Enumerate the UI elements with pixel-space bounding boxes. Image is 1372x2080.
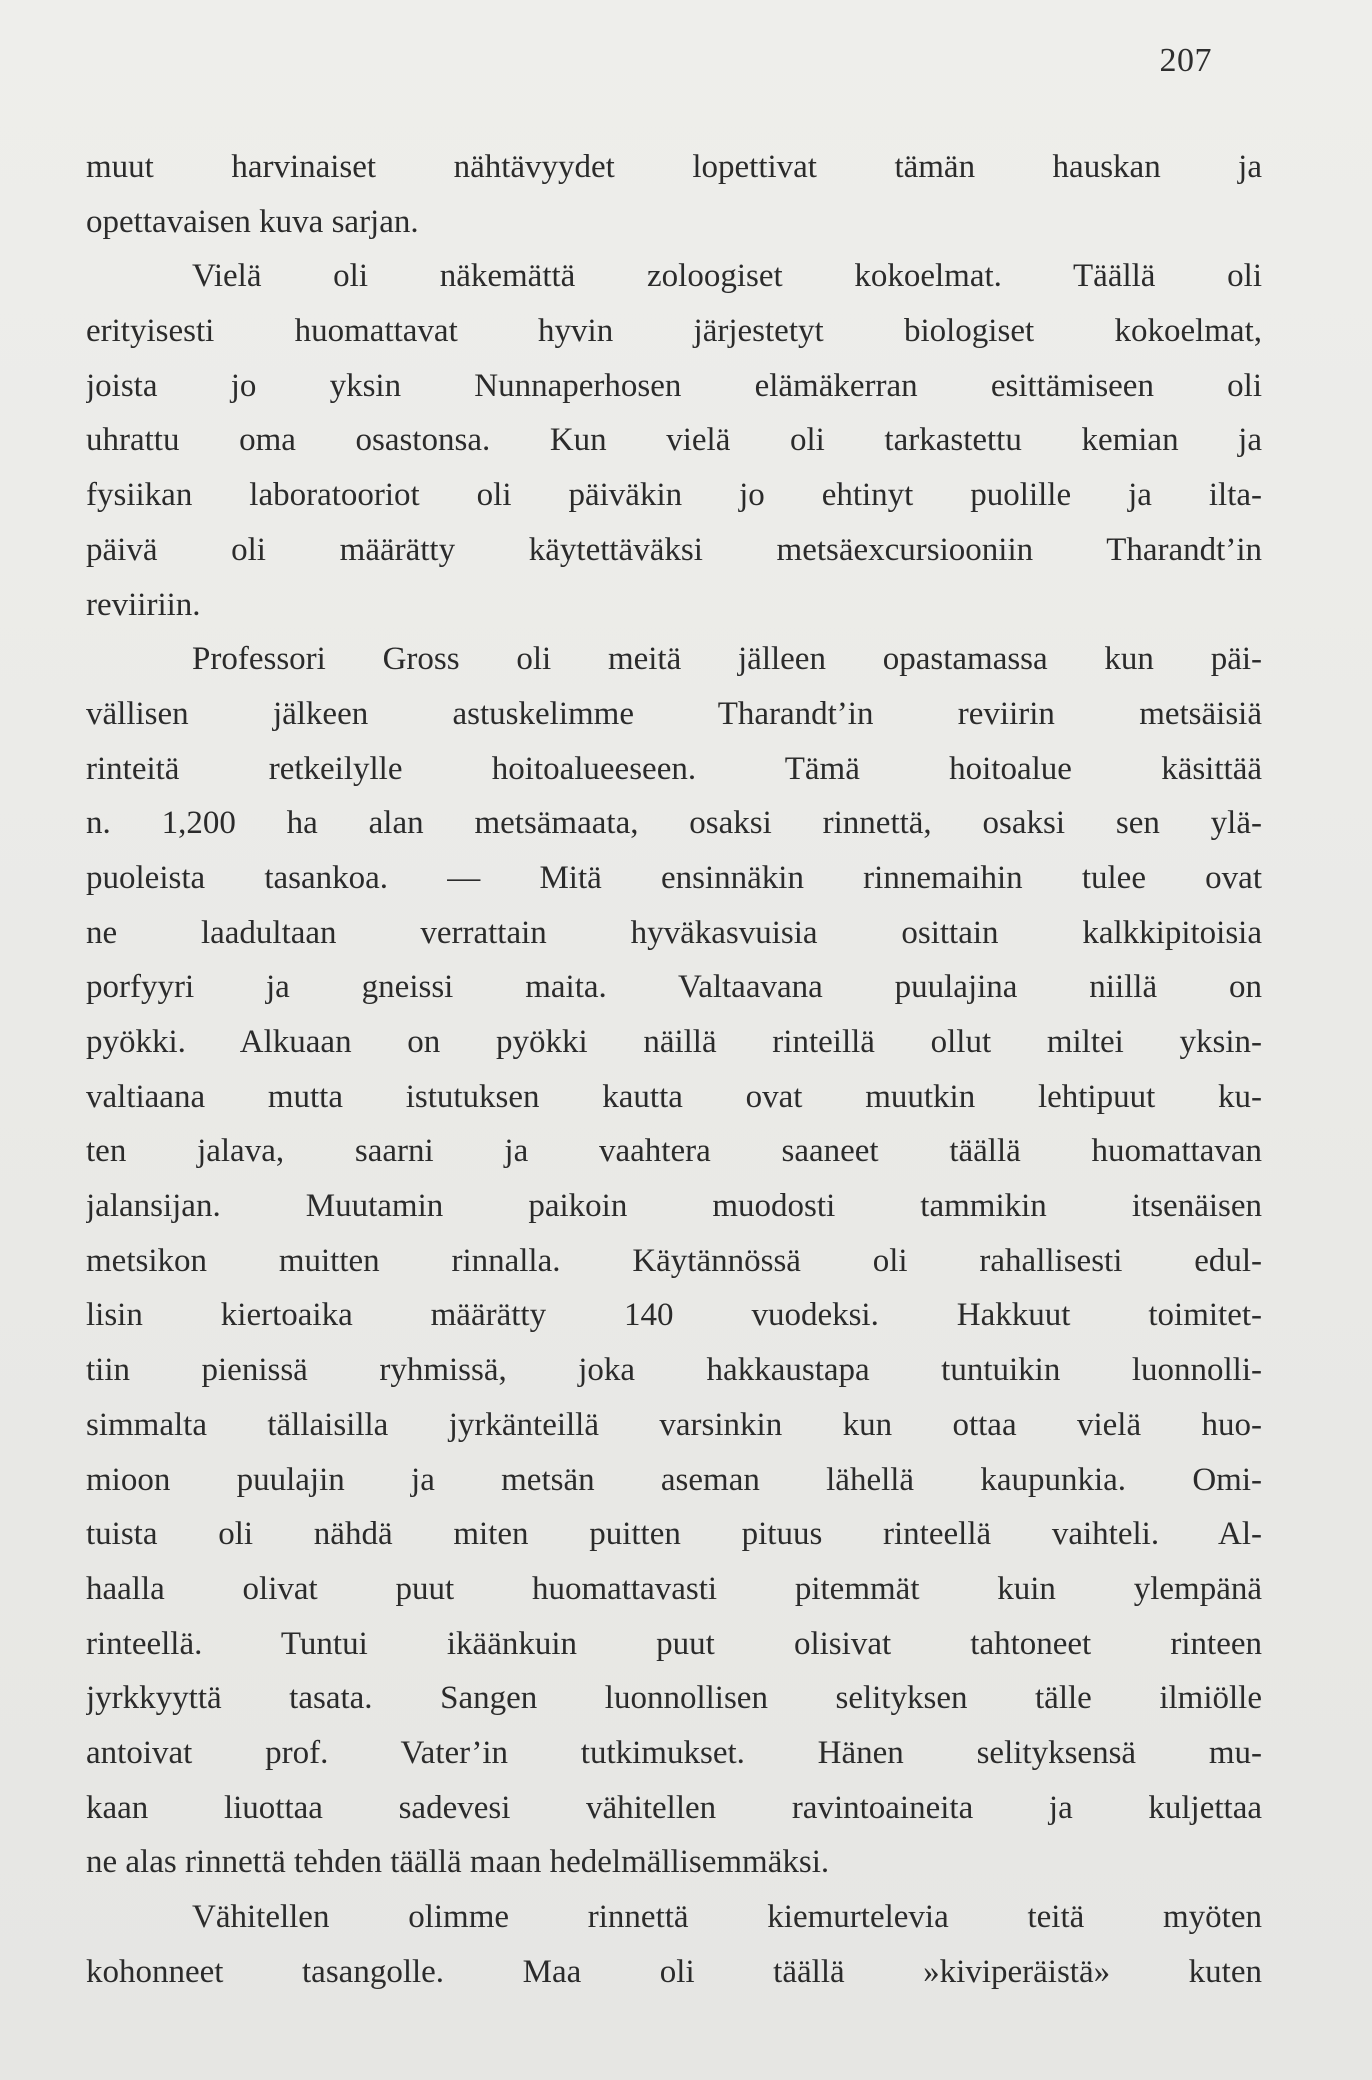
page-number: 207: [1159, 42, 1212, 79]
text-line: rinteellä. Tuntui ikäänkuin puut olisivat tahtoneet rinteen: [86, 1625, 1262, 1662]
text-line: muut harvinaiset nähtävyydet lopettivat tämän hauskan ja: [86, 149, 1262, 185]
text-line: fysiikan laboratooriot oli päiväkin jo ehtinyt puolille ja ilta-: [86, 477, 1262, 514]
text-line: ten jalava, saarni ja vaahtera saaneet täällä huomattavan: [86, 1133, 1262, 1170]
text-line: porfyyri ja gneissi maita. Valtaavana puulajina niillä on: [86, 969, 1262, 1006]
text-line: Vähitellen olimme rinnettä kiemurtelevia teitä myöten: [192, 1899, 1262, 1935]
text-line: kaan liuottaa sadevesi vähitellen ravintoaineita ja kuljettaa: [86, 1789, 1262, 1826]
text-line: lisin kiertoaika määrätty 140 vuodeksi. Hakkuut toimitet-: [86, 1297, 1262, 1334]
text-line: vällisen jälkeen astuskelimme Tharandt’in reviirin metsäisiä: [86, 695, 1262, 732]
text-line: päivä oli määrätty käytettäväksi metsäexcursiooniin Tharandt’in: [86, 531, 1262, 568]
text-line: metsikon muitten rinnalla. Käytännössä oli rahallisesti edul-: [86, 1242, 1262, 1279]
text-line: n. 1,200 ha alan metsämaata, osaksi rinnettä, osaksi sen ylä-: [86, 805, 1262, 842]
text-line: antoivat prof. Vater’in tutkimukset. Hänen selityksensä mu-: [86, 1734, 1262, 1771]
text-line: rinteitä retkeilylle hoitoalueeseen. Tämä hoitoalue käsittää: [86, 750, 1262, 787]
text-line: ne alas rinnettä tehden täällä maan hedelmällisemmäksi.: [86, 1844, 830, 1881]
text-line: puoleista tasankoa. — Mitä ensinnäkin rinnemaihin tulee ovat: [86, 859, 1262, 896]
body-text: [86, 140, 1262, 1999]
text-line: opettavaisen kuva sarjan.: [86, 203, 419, 240]
text-line: haalla olivat puut huomattavasti pitemmät kuin ylempänä: [86, 1570, 1262, 1607]
text-line: uhrattu oma osastonsa. Kun vielä oli tarkastettu kemian ja: [86, 422, 1262, 459]
text-line: pyökki. Alkuaan on pyökki näillä rinteillä ollut miltei yksin-: [86, 1024, 1262, 1060]
text-line: kohonneet tasangolle. Maa oli täällä »kiviperäistä» kuten: [86, 1953, 1262, 1990]
text-line: joista jo yksin Nunnaperhosen elämäkerran esittämiseen oli: [86, 367, 1262, 404]
text-line: jyrkkyyttä tasata. Sangen luonnollisen selityksen tälle ilmiölle: [86, 1680, 1262, 1717]
text-line: reviiriin.: [86, 586, 201, 623]
text-line: tuista oli nähdä miten puitten pituus rinteellä vaihteli. Al-: [86, 1516, 1262, 1553]
text-line: Professori Gross oli meitä jälleen opastamassa kun päi-: [192, 641, 1262, 678]
text-line: Vielä oli näkemättä zoloogiset kokoelmat. Täällä oli: [192, 258, 1262, 295]
text-line: mioon puulajin ja metsän aseman lähellä kaupunkia. Omi-: [86, 1461, 1262, 1498]
text-line: ne laadultaan verrattain hyväkasvuisia osittain kalkkipitoisia: [86, 914, 1262, 951]
text-line: jalansijan. Muutamin paikoin muodosti tammikin itsenäisen: [86, 1188, 1262, 1225]
text-line: valtiaana mutta istutuksen kautta ovat muutkin lehtipuut ku-: [86, 1078, 1262, 1115]
text-line: tiin pienissä ryhmissä, joka hakkaustapa tuntuikin luonnolli-: [86, 1352, 1262, 1389]
text-line: simmalta tällaisilla jyrkänteillä varsinkin kun ottaa vielä huo-: [86, 1406, 1262, 1443]
text-line: erityisesti huomattavat hyvin järjestetyt biologiset kokoelmat,: [86, 313, 1262, 350]
